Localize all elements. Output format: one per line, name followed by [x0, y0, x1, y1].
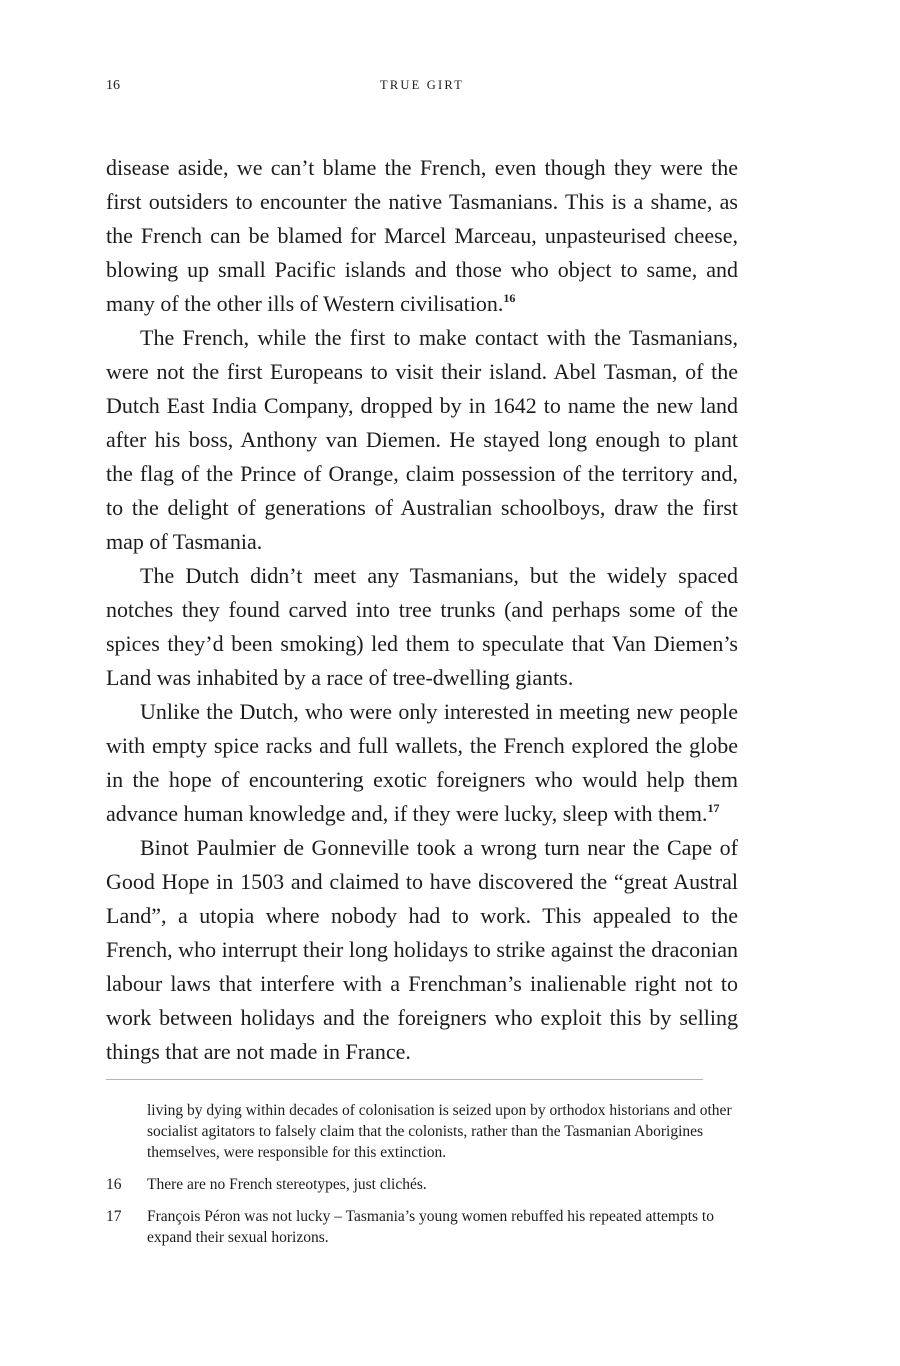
page-header — [106, 78, 738, 100]
paragraph-text: The Dutch didn’t meet any Tasmanians, but the widely spaced notches they found carved into tree trunks (and perhaps some of the spices they’d been smoking) led them to speculate that Van Diemen’s Land was inhabited by a race of tree-dwelling giants. — [106, 563, 738, 690]
footnote-divider — [106, 1079, 703, 1080]
main-text — [106, 151, 738, 1069]
footnote-number: 16 — [106, 1176, 122, 1193]
footnote-item — [106, 1174, 738, 1195]
paragraph — [106, 831, 738, 1069]
paragraph — [106, 321, 738, 559]
running-title: TRUE GIRT — [380, 78, 464, 92]
footnote-item — [106, 1206, 738, 1248]
paragraph — [106, 151, 738, 321]
page-number: 16 — [106, 78, 120, 93]
footnote-text: There are no French stereotypes, just clichés. — [147, 1176, 427, 1193]
paragraph-text: Unlike the Dutch, who were only interested in meeting new people with empty spice racks and full wallets, the French explored the globe in the hope of encountering exotic foreigners who would help them advance human knowledge and, if they were lucky, sleep with them. — [106, 699, 738, 826]
footnote-reference: 16 — [503, 291, 516, 305]
paragraph — [106, 559, 738, 695]
paragraph — [106, 695, 738, 831]
footnote-reference: 17 — [707, 801, 720, 815]
footnotes — [106, 1100, 738, 1248]
footnote-number: 17 — [106, 1208, 122, 1225]
footnote-text: François Péron was not lucky – Tasmania’s young women rebuffed his repeated attempts to expand their sexual horizons. — [147, 1208, 714, 1246]
paragraph-text: The French, while the first to make contact with the Tasmanians, were not the first Europeans to visit their island. Abel Tasman, of the Dutch East India Company, dropped by in 1642 to name the new land after his boss, Anthony van Diemen. He stayed long enough to plant the flag of the Prince of Orange, claim possession of the territory and, to the delight of generations of Australian schoolboys, draw the first map of Tasmania. — [106, 325, 738, 554]
paragraph-text: disease aside, we can’t blame the French, even though they were the first outsiders to encounter the native Tasmanians. This is a shame, as the French can be blamed for Marcel Marceau, unpasteurised cheese, blowing up small Pacific islands and those who object to same, and many of the other ills of Western civilisation. — [106, 155, 738, 316]
paragraph-text: Binot Paulmier de Gonneville took a wrong turn near the Cape of Good Hope in 1503 and claimed to have discovered the “great Austral Land”, a utopia where nobody had to work. This appealed to the French, who interrupt their long holidays to strike against the draconian labour laws that interfere with a Frenchman’s inalienable right not to work between holidays and the foreigners who exploit this by selling things that are not made in France. — [106, 835, 738, 1064]
footnote-continued: living by dying within decades of colonisation is seized upon by orthodox historians and other socialist agitators to falsely claim that the colonists, rather than the Tasmanian Aborigines themselves, were responsible for this extinction. — [147, 1102, 732, 1161]
